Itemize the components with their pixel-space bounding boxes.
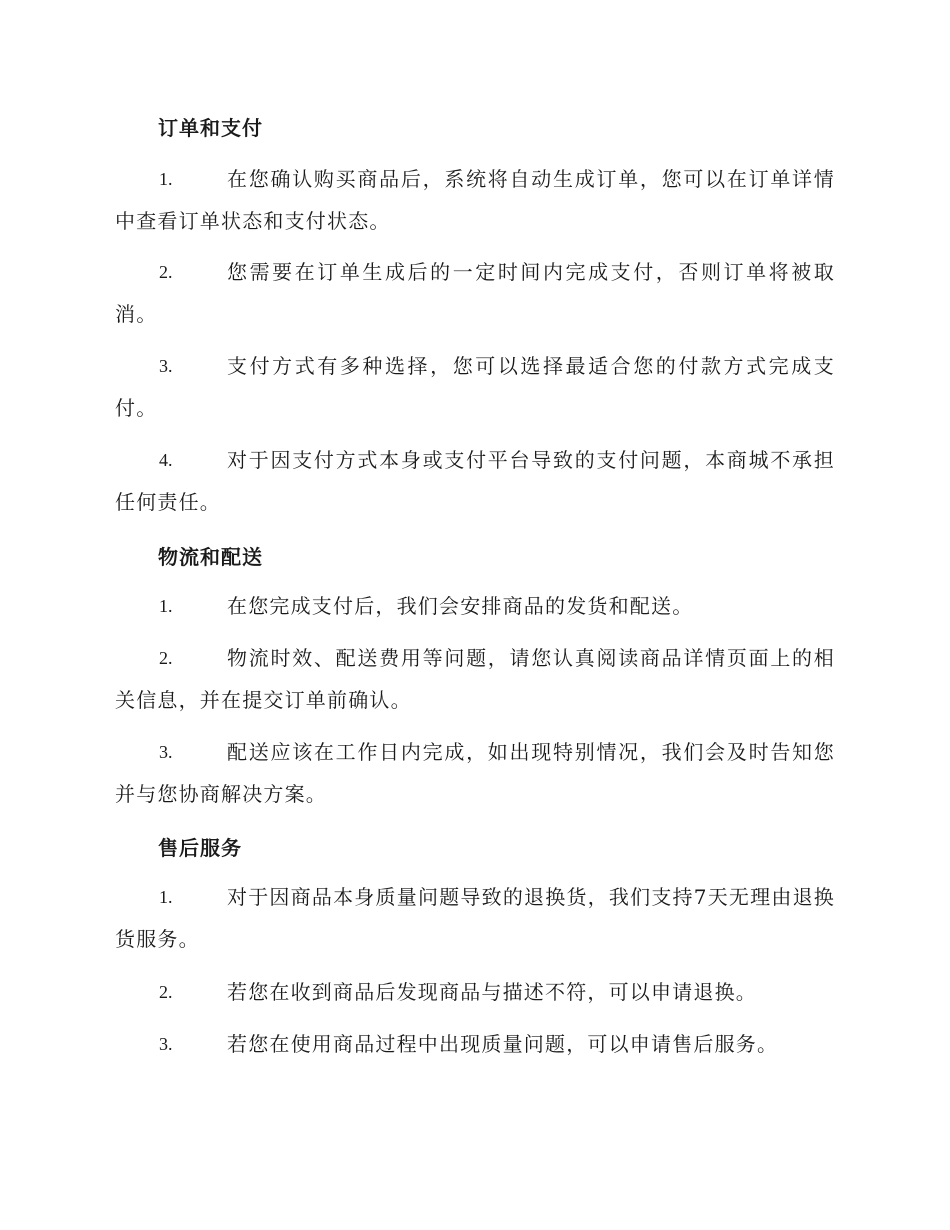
list-item	[115, 876, 835, 960]
item-number: 1.	[159, 887, 173, 907]
list-item	[115, 637, 835, 721]
item-text: 对于因商品本身质量问题导致的退换货，我们支持7天无理由退换货服务。	[115, 885, 835, 951]
item-number: 2.	[159, 982, 173, 1002]
list-item	[115, 585, 835, 627]
list-item	[115, 731, 835, 815]
item-text: 若您在收到商品后发现商品与描述不符，可以申请退换。	[227, 980, 757, 1004]
item-text: 在您完成支付后，我们会安排商品的发货和配送。	[227, 594, 694, 618]
item-text: 若您在使用商品过程中出现质量问题，可以申请售后服务。	[227, 1032, 779, 1056]
section-heading-order-payment: 订单和支付	[158, 116, 263, 140]
item-number: 3.	[159, 356, 173, 376]
item-number: 2.	[159, 648, 173, 668]
list-item	[115, 439, 835, 523]
item-number: 2.	[159, 262, 173, 282]
list-item	[115, 345, 835, 429]
list-item	[115, 1023, 835, 1065]
item-number: 3.	[159, 742, 173, 762]
item-text: 在您确认购买商品后，系统将自动生成订单，您可以在订单详情中查看订单状态和支付状态。	[115, 167, 835, 233]
item-text: 您需要在订单生成后的一定时间内完成支付，否则订单将被取消。	[115, 260, 835, 326]
item-text: 物流时效、配送费用等问题，请您认真阅读商品详情页面上的相关信息，并在提交订单前确认。	[115, 646, 835, 712]
section-heading-after-sales: 售后服务	[158, 836, 242, 860]
item-text: 对于因支付方式本身或支付平台导致的支付问题，本商城不承担任何责任。	[115, 448, 835, 514]
list-item	[115, 251, 835, 335]
item-text: 配送应该在工作日内完成，如出现特别情况，我们会及时告知您并与您协商解决方案。	[115, 740, 835, 806]
item-number: 3.	[159, 1034, 173, 1054]
item-number: 1.	[159, 169, 173, 189]
item-number: 4.	[159, 450, 173, 470]
list-item	[115, 158, 835, 242]
section-heading-logistics: 物流和配送	[158, 545, 263, 569]
item-text: 支付方式有多种选择，您可以选择最适合您的付款方式完成支付。	[115, 354, 835, 420]
list-item	[115, 971, 835, 1013]
item-number: 1.	[159, 596, 173, 616]
